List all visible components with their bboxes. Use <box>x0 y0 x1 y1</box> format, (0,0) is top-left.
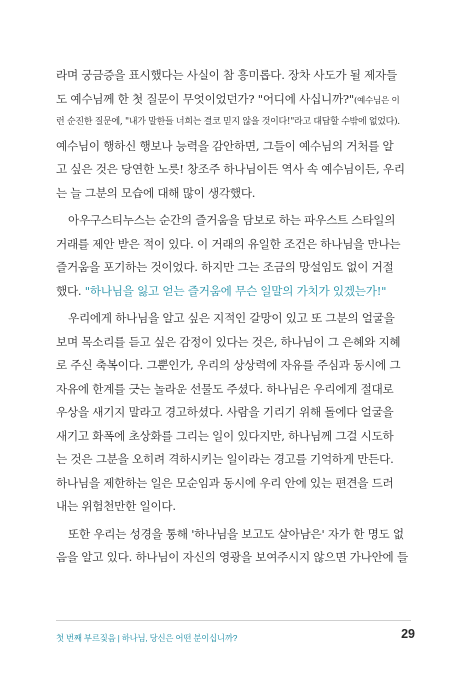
text-line: 우상을 새기지 말라고 경고하셨다. 사람을 기리기 위해 돌에다 얼굴을 <box>56 405 394 419</box>
footer-divider <box>56 620 411 621</box>
text-line: 아우구스티누스는 순간의 즐거움을 담보로 하는 파우스트 스타일의 <box>68 213 396 227</box>
text-span: 했다. <box>56 283 85 298</box>
text-line: 라며 궁금증을 표시했다는 사실이 참 흥미롭다. 장차 사도가 될 제자들 <box>56 68 397 82</box>
text-line: 는 것은 그분을 오히려 격하시키는 일이라는 경고를 기억하게 만든다. <box>56 452 394 466</box>
text-line: 자유에 한계를 긋는 놀라운 선물도 주셨다. 하나님은 우리에게 절대로 <box>56 381 394 396</box>
highlighted-quote: "하나님을 잃고 얻는 즐거움에 무슨 일말의 가치가 있겠는가!" <box>84 283 387 298</box>
parenthetical-note: (예수님은 이 <box>354 95 400 106</box>
text-line: 는 늘 그분의 모습에 대해 많이 생각했다. <box>56 185 256 200</box>
text-line: 예수님이 행하신 행보나 능력을 감안하면, 그들이 예수님의 거처를 알 <box>56 138 394 153</box>
text-line: 로 주신 축복이다. 그뿐인가, 우리의 상상력에 자유를 주심과 동시에 그 <box>56 358 401 372</box>
running-head: 첫 번째 부르짖음 | 하나님, 당신은 어떤 분이십니까? <box>56 633 238 643</box>
text-line <box>56 88 411 112</box>
page-number: 29 <box>401 627 415 641</box>
text-line <box>56 280 411 304</box>
text-line: 새기고 화폭에 초상화를 그리는 일이 있다지만, 하나님께 그걸 시도하 <box>56 428 394 443</box>
text-line: 하나님을 제한하는 일은 모순임과 동시에 우리 안에 있는 편견을 드러 <box>56 475 394 490</box>
text-line: 음을 알고 있다. 하나님이 자신의 영광을 보여주시지 않으면 가나안에 들 <box>56 550 408 564</box>
text-line: 내는 위험천만한 일이다. <box>56 499 176 513</box>
text-line: 거래를 제안 받은 적이 있다. 이 거래의 유일한 조건은 하나님을 만나는 <box>56 236 401 251</box>
parenthetical-note-line: 런 순진한 질문에, "내가 말한들 너희는 결코 믿지 않을 것이다!"라고 대답할 수밖에 없었다). <box>56 117 400 127</box>
body-text <box>56 64 411 570</box>
text-span: 도 예수님께 한 첫 질문이 무엇이었던가? "어디에 사십니까?" <box>56 91 354 106</box>
text-line: 우리에게 하나님을 알고 싶은 지적인 갈망이 있고 또 그분의 얼굴을 <box>68 311 395 325</box>
text-line: 즐거움을 포기하는 것이었다. 하지만 그는 조금의 망설임도 없이 거절 <box>56 260 394 274</box>
text-line: 또한 우리는 성경을 통해 '하나님을 보고도 살아남은' 자가 한 명도 없 <box>68 526 404 541</box>
text-line: 고 싶은 것은 당연한 노릇! 창조주 하나님이든 역사 속 예수님이든, 우리 <box>56 162 405 176</box>
text-line: 보며 목소리를 듣고 싶은 감정이 있다는 것은, 하나님이 그 은혜와 지혜 <box>56 334 401 349</box>
